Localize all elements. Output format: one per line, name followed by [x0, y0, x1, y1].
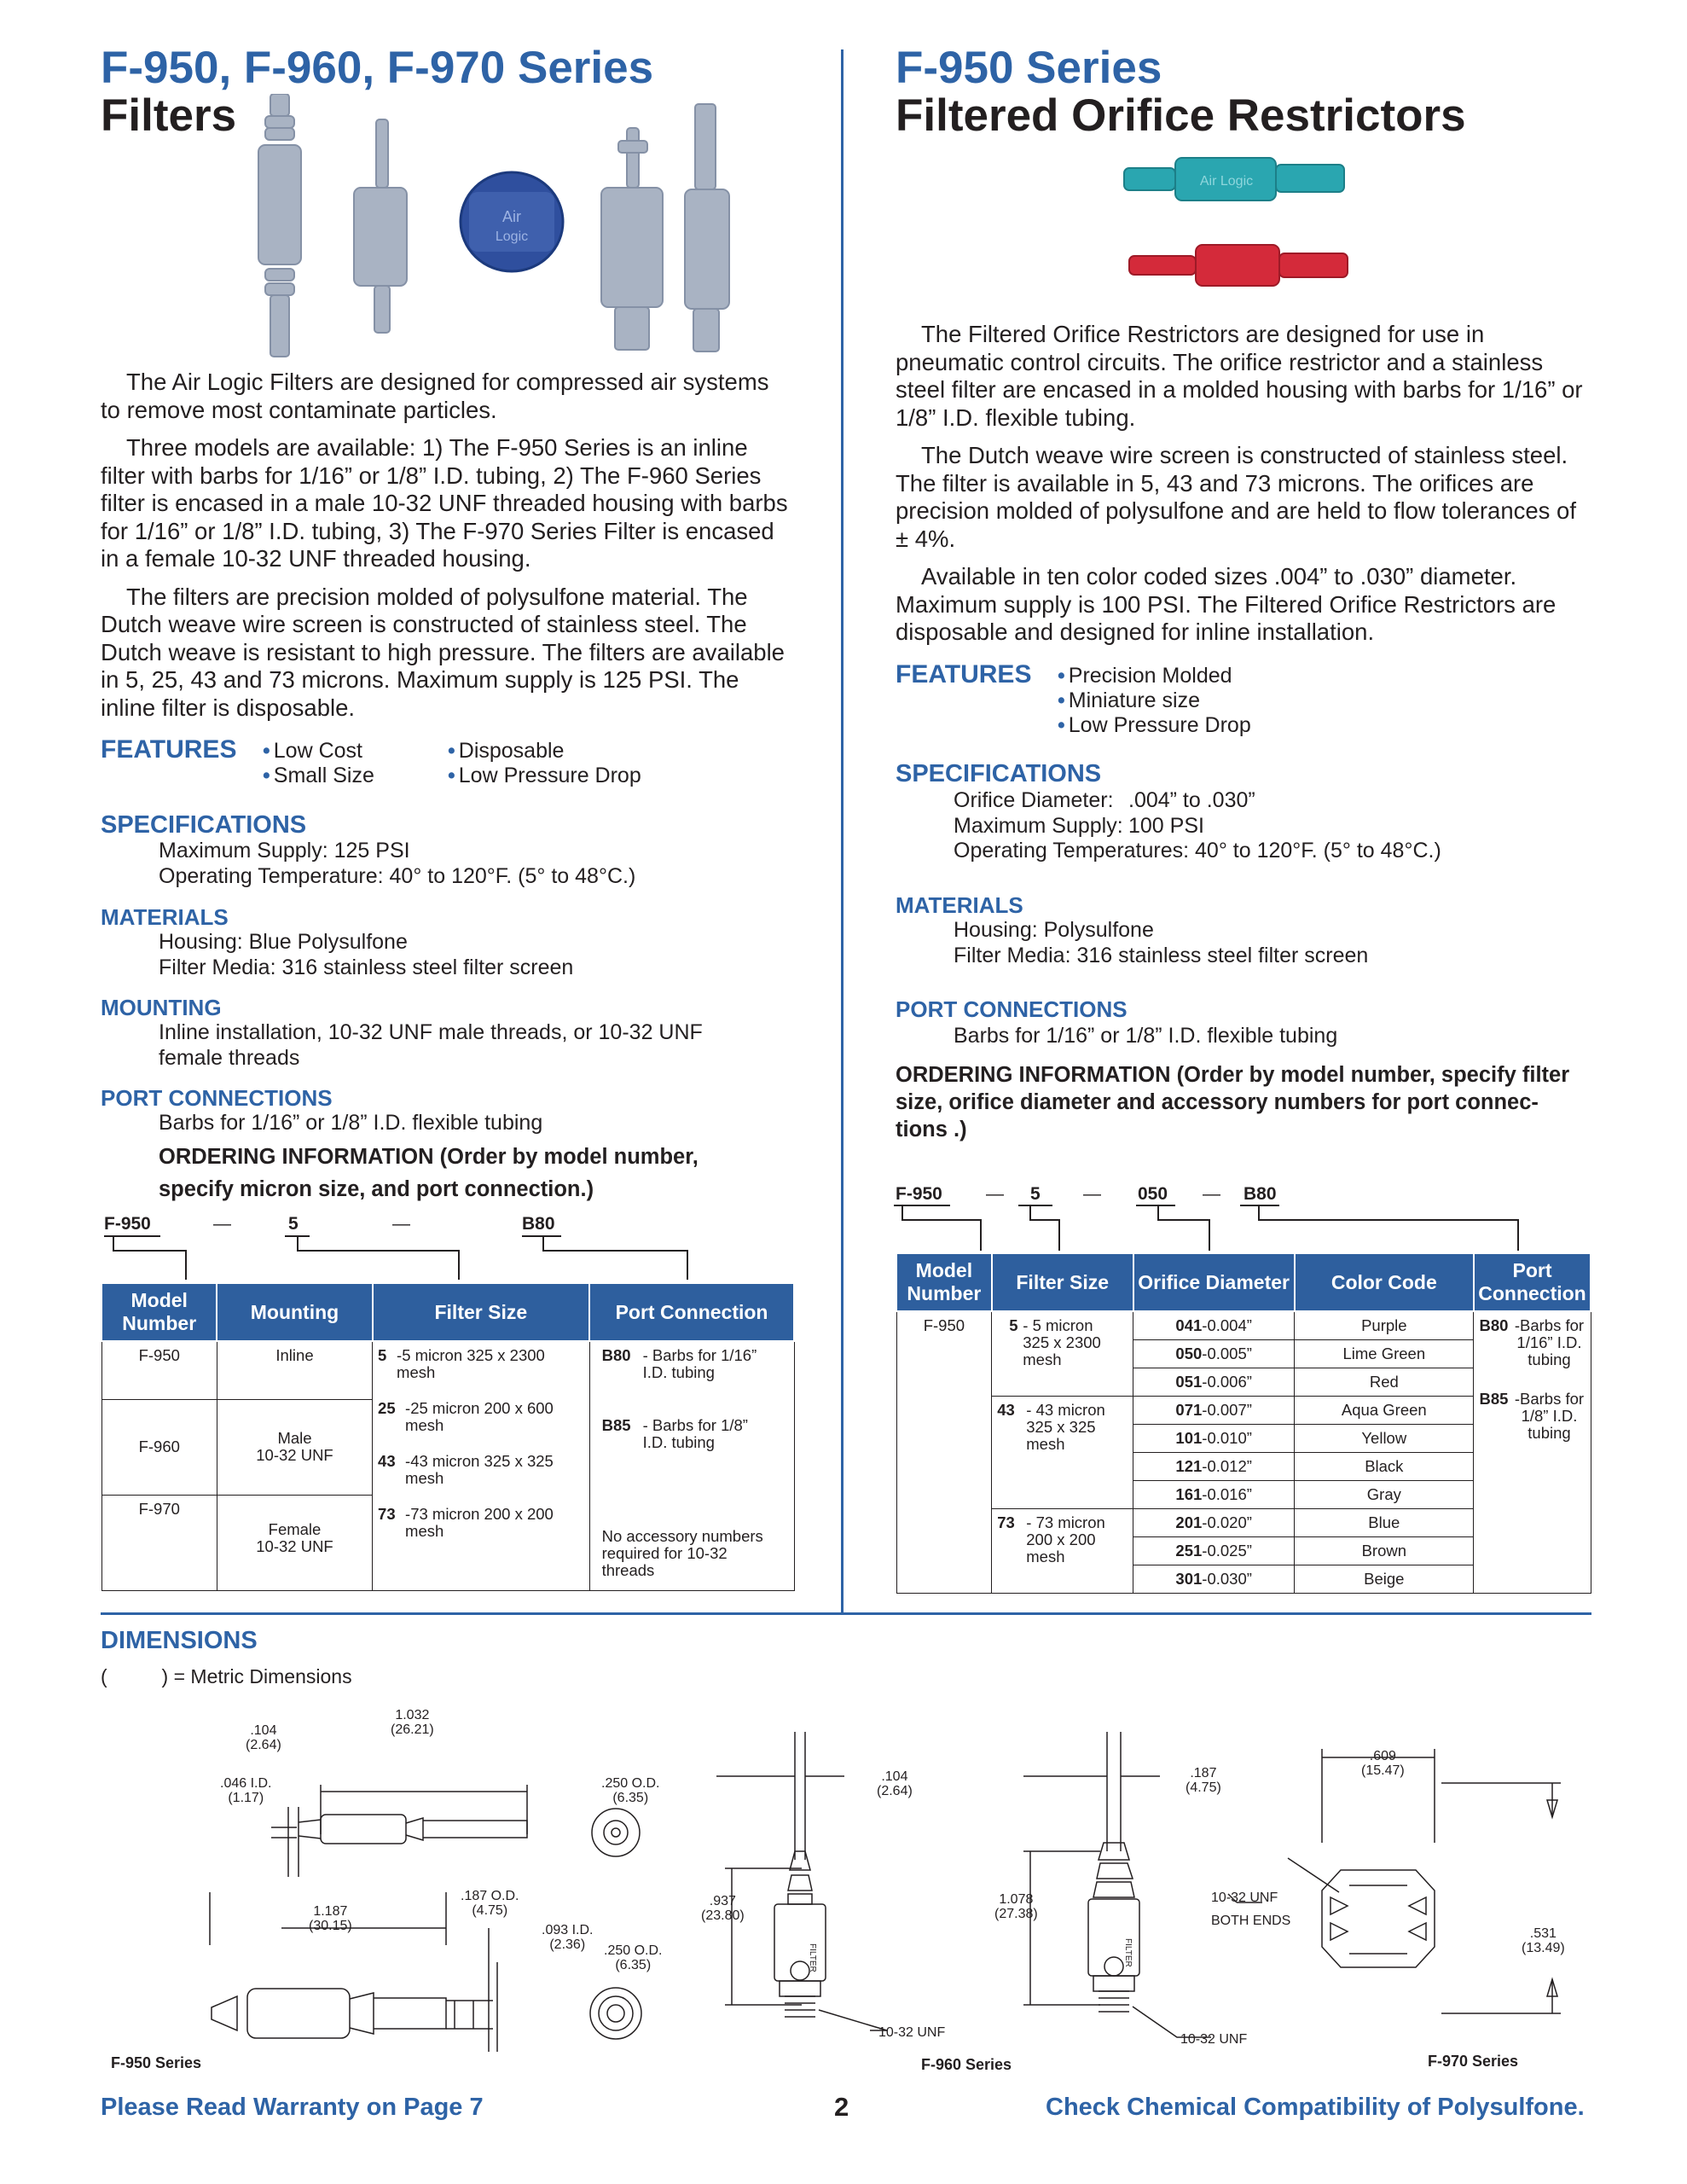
- metric-note: ( ) = Metric Dimensions: [101, 1665, 352, 1687]
- feature-item: • Small Size: [263, 764, 374, 787]
- table-header: Color Code: [1295, 1253, 1474, 1311]
- feature-item: • Miniature size: [1058, 688, 1200, 712]
- table-cell: Male 10-32 UNF: [217, 1399, 372, 1495]
- table-cell: B80 - Barbs for 1/16” I.D. tubing B85 - Barbs for 1/8” I.D. tubing No accessory numbers required for 10-32 threads: [589, 1341, 794, 1590]
- left-description: [101, 369, 791, 732]
- table-row: [101, 1341, 794, 1399]
- right-order-code-size: 5: [1030, 1184, 1041, 1204]
- table-cell: 071-0.007”: [1133, 1397, 1295, 1425]
- dim-label: 1.032 (26.21): [391, 1708, 434, 1737]
- table-cell: 301-0.030”: [1133, 1565, 1295, 1594]
- svg-text:Logic: Logic: [495, 229, 529, 244]
- left-materials-heading: MATERIALS: [101, 904, 229, 930]
- left-order-code-dash: —: [213, 1214, 231, 1234]
- f950-dimension-drawing: [101, 1706, 664, 2073]
- spec-line: Maximum Supply: 100 PSI: [954, 813, 1204, 838]
- right-materials-heading: MATERIALS: [896, 892, 1023, 918]
- dim-label: .531 (13.49): [1522, 1926, 1565, 1955]
- table-cell: 5 -5 micron 325 x 2300 mesh 25 -25 micron 200 x 600 mesh 43 -43 micron 325 x 325 mesh 73 -73 micron 200 x 200 mesh: [373, 1341, 590, 1590]
- right-specifications: [896, 788, 1441, 864]
- table-cell: 041-0.004”: [1133, 1311, 1295, 1340]
- table-header: Port Connection: [1474, 1253, 1591, 1311]
- restrictors-product-photo: [1117, 149, 1373, 311]
- ordering-line: ORDERING INFORMATION (Order by model number, specify filter: [896, 1063, 1570, 1087]
- material-line: Filter Media: 316 stainless steel filter screen: [159, 955, 574, 979]
- f970-dimension-drawing: [1211, 1723, 1603, 2048]
- left-mounting-heading: MOUNTING: [101, 995, 222, 1020]
- left-mounting: [101, 1020, 703, 1071]
- filter-label: FILTER: [1123, 1938, 1133, 1967]
- feature-item: • Disposable: [448, 739, 565, 763]
- right-port-connections: Barbs for 1/16” or 1/8” I.D. flexible tubing: [954, 1024, 1338, 1048]
- page-number: 2: [834, 2092, 849, 2122]
- right-order-code-dash: —: [1203, 1184, 1220, 1204]
- table-cell: Inline: [217, 1341, 372, 1399]
- table-cell: F-970: [101, 1495, 217, 1590]
- material-line: Housing: Blue Polysulfone: [159, 930, 408, 954]
- right-specifications-heading: SPECIFICATIONS: [896, 760, 1102, 787]
- table-cell: Black: [1295, 1453, 1474, 1481]
- spec-line: Maximum Supply: 125 PSI: [159, 839, 410, 863]
- right-materials: [896, 918, 1368, 968]
- table-cell: Lime Green: [1295, 1340, 1474, 1368]
- dim-label: .046 I.D. (1.17): [220, 1776, 272, 1805]
- f960-caption: F-960 Series: [921, 2056, 1012, 2073]
- spec-line: Orifice Diameter: .004” to .030”: [954, 788, 1255, 812]
- table-cell: 43 - 43 micron 325 x 325 mesh: [992, 1397, 1133, 1509]
- table-cell: 101-0.010”: [1133, 1425, 1295, 1453]
- left-port-heading: PORT CONNECTIONS: [101, 1085, 333, 1111]
- table-cell: 050-0.005”: [1133, 1340, 1295, 1368]
- spec-line: Operating Temperature: 40° to 120°F. (5° to 48°C.): [159, 863, 636, 888]
- table-cell: 051-0.006”: [1133, 1368, 1295, 1397]
- table-cell: F-960: [101, 1399, 217, 1495]
- filters-product-photo: [252, 94, 738, 367]
- table-row: [896, 1311, 1591, 1340]
- ordering-line: ORDERING INFORMATION (Order by model number,: [159, 1145, 699, 1169]
- right-title-restrictors: Filtered Orifice Restrictors: [896, 90, 1466, 141]
- right-paragraph: The Dutch weave wire screen is constructed of stainless steel. The filter is available in 5, 43 and 73 microns. The orifices are precision molded of polysulfone and are held to flow tolerances of ± 4%.: [896, 442, 1576, 552]
- left-order-code-port: B80: [522, 1214, 555, 1234]
- table-cell: F-950: [101, 1341, 217, 1399]
- f970-caption: F-970 Series: [1428, 2053, 1519, 2070]
- ordering-line: specify micron size, and port connection.): [159, 1177, 594, 1201]
- right-order-code-orifice: 050: [1138, 1184, 1168, 1204]
- footer-warranty-note: Please Read Warranty on Page 7: [101, 2094, 484, 2121]
- dim-label: 10-32 UNF BOTH ENDS: [1211, 1891, 1291, 1928]
- left-order-code-dash: —: [392, 1214, 410, 1234]
- right-order-code-model: F-950: [896, 1184, 942, 1204]
- table-cell: 5 - 5 micron 325 x 2300 mesh: [992, 1311, 1133, 1397]
- right-order-code-dash: —: [986, 1184, 1004, 1204]
- right-ordering-information: [896, 1061, 1569, 1143]
- dim-label: .093 I.D. (2.36): [542, 1923, 594, 1952]
- material-line: Filter Media: 316 stainless steel filter screen: [954, 943, 1369, 967]
- left-paragraph: The Air Logic Filters are designed for compressed air systems to remove most contaminate particles.: [101, 369, 769, 423]
- left-specifications-heading: SPECIFICATIONS: [101, 811, 307, 839]
- dim-label: .187 (4.75): [1186, 1766, 1221, 1795]
- left-ordering-table: [101, 1282, 795, 1591]
- spec-line: Operating Temperatures: 40° to 120°F. (5° to 48°C.): [954, 839, 1441, 863]
- table-header: Model Number: [896, 1253, 992, 1311]
- table-header: Mounting: [217, 1283, 372, 1341]
- right-title-series: F-950 Series: [896, 43, 1162, 93]
- table-cell: 201-0.020”: [1133, 1509, 1295, 1537]
- dim-label: .609 (15.47): [1361, 1749, 1405, 1778]
- left-paragraph: Three models are available: 1) The F-950 Series is an inline filter with barbs for 1/16” or 1/8” I.D. tubing, 2) The F-960 Series filter is encased in a male 10-32 UNF threaded housing with barbs for 1/16” or 1/8” I.D. tubing, 3) The F-970 Series Filter is encased in a female 10-32 UNF threaded housing.: [101, 434, 788, 572]
- svg-text:Air Logic: Air Logic: [1199, 174, 1254, 189]
- svg-text:Air: Air: [502, 208, 521, 225]
- table-cell: Gray: [1295, 1481, 1474, 1509]
- left-title-series: F-950, F-960, F-970 Series: [101, 43, 654, 93]
- ordering-line: tions .): [896, 1118, 967, 1141]
- right-order-code-port: B80: [1244, 1184, 1277, 1204]
- dim-label: .187 O.D. (4.75): [461, 1889, 519, 1918]
- table-cell: 161-0.016”: [1133, 1481, 1295, 1509]
- table-cell: Aqua Green: [1295, 1397, 1474, 1425]
- left-paragraph: The filters are precision molded of polysulfone material. The Dutch weave wire screen is constructed of stainless steel. The Dutch weave is resistant to high pressure. The filters are available in 5, 25, 43 and 73 microns. Maximum supply is 125 PSI. The inline filter is disposable.: [101, 583, 785, 721]
- left-order-code-size: 5: [288, 1214, 299, 1234]
- table-header: Filter Size: [373, 1283, 590, 1341]
- left-order-code-model: F-950: [104, 1214, 151, 1234]
- table-cell: Beige: [1295, 1565, 1474, 1594]
- dim-label: .250 O.D. (6.35): [601, 1776, 660, 1805]
- right-paragraph: The Filtered Orifice Restrictors are designed for use in pneumatic control circuits. The orifice restrictor and a stainless steel filter are encased in a molded housing with barbs for 1/16” or 1/8” I.D. flexible tubing.: [896, 321, 1583, 431]
- right-features-heading: FEATURES: [896, 660, 1032, 688]
- left-port-connections: Barbs for 1/16” or 1/8” I.D. flexible tubing: [159, 1111, 543, 1135]
- material-line: Housing: Polysulfone: [954, 918, 1154, 942]
- filter-label: FILTER: [808, 1943, 817, 1972]
- left-title-filters: Filters: [101, 90, 237, 141]
- table-cell: Blue: [1295, 1509, 1474, 1537]
- mounting-line: female threads: [159, 1045, 300, 1070]
- dim-label: .250 O.D. (6.35): [604, 1943, 663, 1972]
- table-cell: 73 - 73 micron 200 x 200 mesh: [992, 1509, 1133, 1594]
- feature-item: • Low Pressure Drop: [448, 764, 641, 787]
- footer-compatibility-note: Check Chemical Compatibility of Polysulfone.: [1046, 2094, 1585, 2121]
- right-order-code-leaders: [892, 1205, 1566, 1256]
- left-materials: [101, 930, 573, 980]
- right-port-heading: PORT CONNECTIONS: [896, 996, 1128, 1022]
- table-cell: Red: [1295, 1368, 1474, 1397]
- table-cell: 251-0.025”: [1133, 1537, 1295, 1565]
- table-cell: Brown: [1295, 1537, 1474, 1565]
- right-order-code-dash: —: [1083, 1184, 1101, 1204]
- table-cell: Yellow: [1295, 1425, 1474, 1453]
- f960-dimension-drawing: [699, 1723, 1248, 2048]
- dimensions-heading: DIMENSIONS: [101, 1627, 258, 1654]
- feature-item: • Low Cost: [263, 739, 362, 763]
- right-paragraph: Available in ten color coded sizes .004” to .030” diameter. Maximum supply is 100 PSI. The Filtered Orifice Restrictors are disposable and designed for inline installation.: [896, 563, 1557, 645]
- left-order-code-leaders: [101, 1235, 800, 1287]
- table-cell: Female 10-32 UNF: [217, 1495, 372, 1590]
- ordering-line: size, orifice diameter and accessory numbers for port connec-: [896, 1090, 1539, 1114]
- mounting-line: Inline installation, 10-32 UNF male threads, or 10-32 UNF: [159, 1020, 703, 1044]
- table-header: Filter Size: [992, 1253, 1133, 1311]
- left-ordering-information: [159, 1143, 699, 1203]
- dim-label: .937 (23.80): [701, 1894, 745, 1923]
- table-cell: Purple: [1295, 1311, 1474, 1340]
- f950-caption: F-950 Series: [111, 2054, 202, 2071]
- left-features-heading: FEATURES: [101, 735, 237, 764]
- dim-label: 1.187 (30.15): [309, 1904, 352, 1933]
- column-divider: [841, 49, 844, 1612]
- dim-label: .104 (2.64): [246, 1723, 281, 1752]
- dim-label: 10-32 UNF: [878, 2025, 946, 2040]
- right-description: [896, 321, 1586, 657]
- feature-item: • Low Pressure Drop: [1058, 713, 1251, 737]
- table-header: Port Connection: [589, 1283, 794, 1341]
- right-ordering-table: [896, 1252, 1591, 1594]
- dimensions-rule: [101, 1612, 1591, 1615]
- table-header: Model Number: [101, 1283, 217, 1341]
- table-cell: B80 -Barbs for 1/16” I.D. tubing B85 -Barbs for 1/8” I.D. tubing: [1474, 1311, 1591, 1594]
- dim-label: .104 (2.64): [877, 1769, 913, 1798]
- table-cell: F-950: [896, 1311, 992, 1594]
- table-header: Orifice Diameter: [1133, 1253, 1295, 1311]
- table-cell: 121-0.012”: [1133, 1453, 1295, 1481]
- left-specifications: [101, 839, 635, 889]
- dim-label: 10-32 UNF: [1180, 2032, 1248, 2047]
- dim-label: 1.078 (27.38): [994, 1892, 1038, 1921]
- feature-item: • Precision Molded: [1058, 664, 1232, 688]
